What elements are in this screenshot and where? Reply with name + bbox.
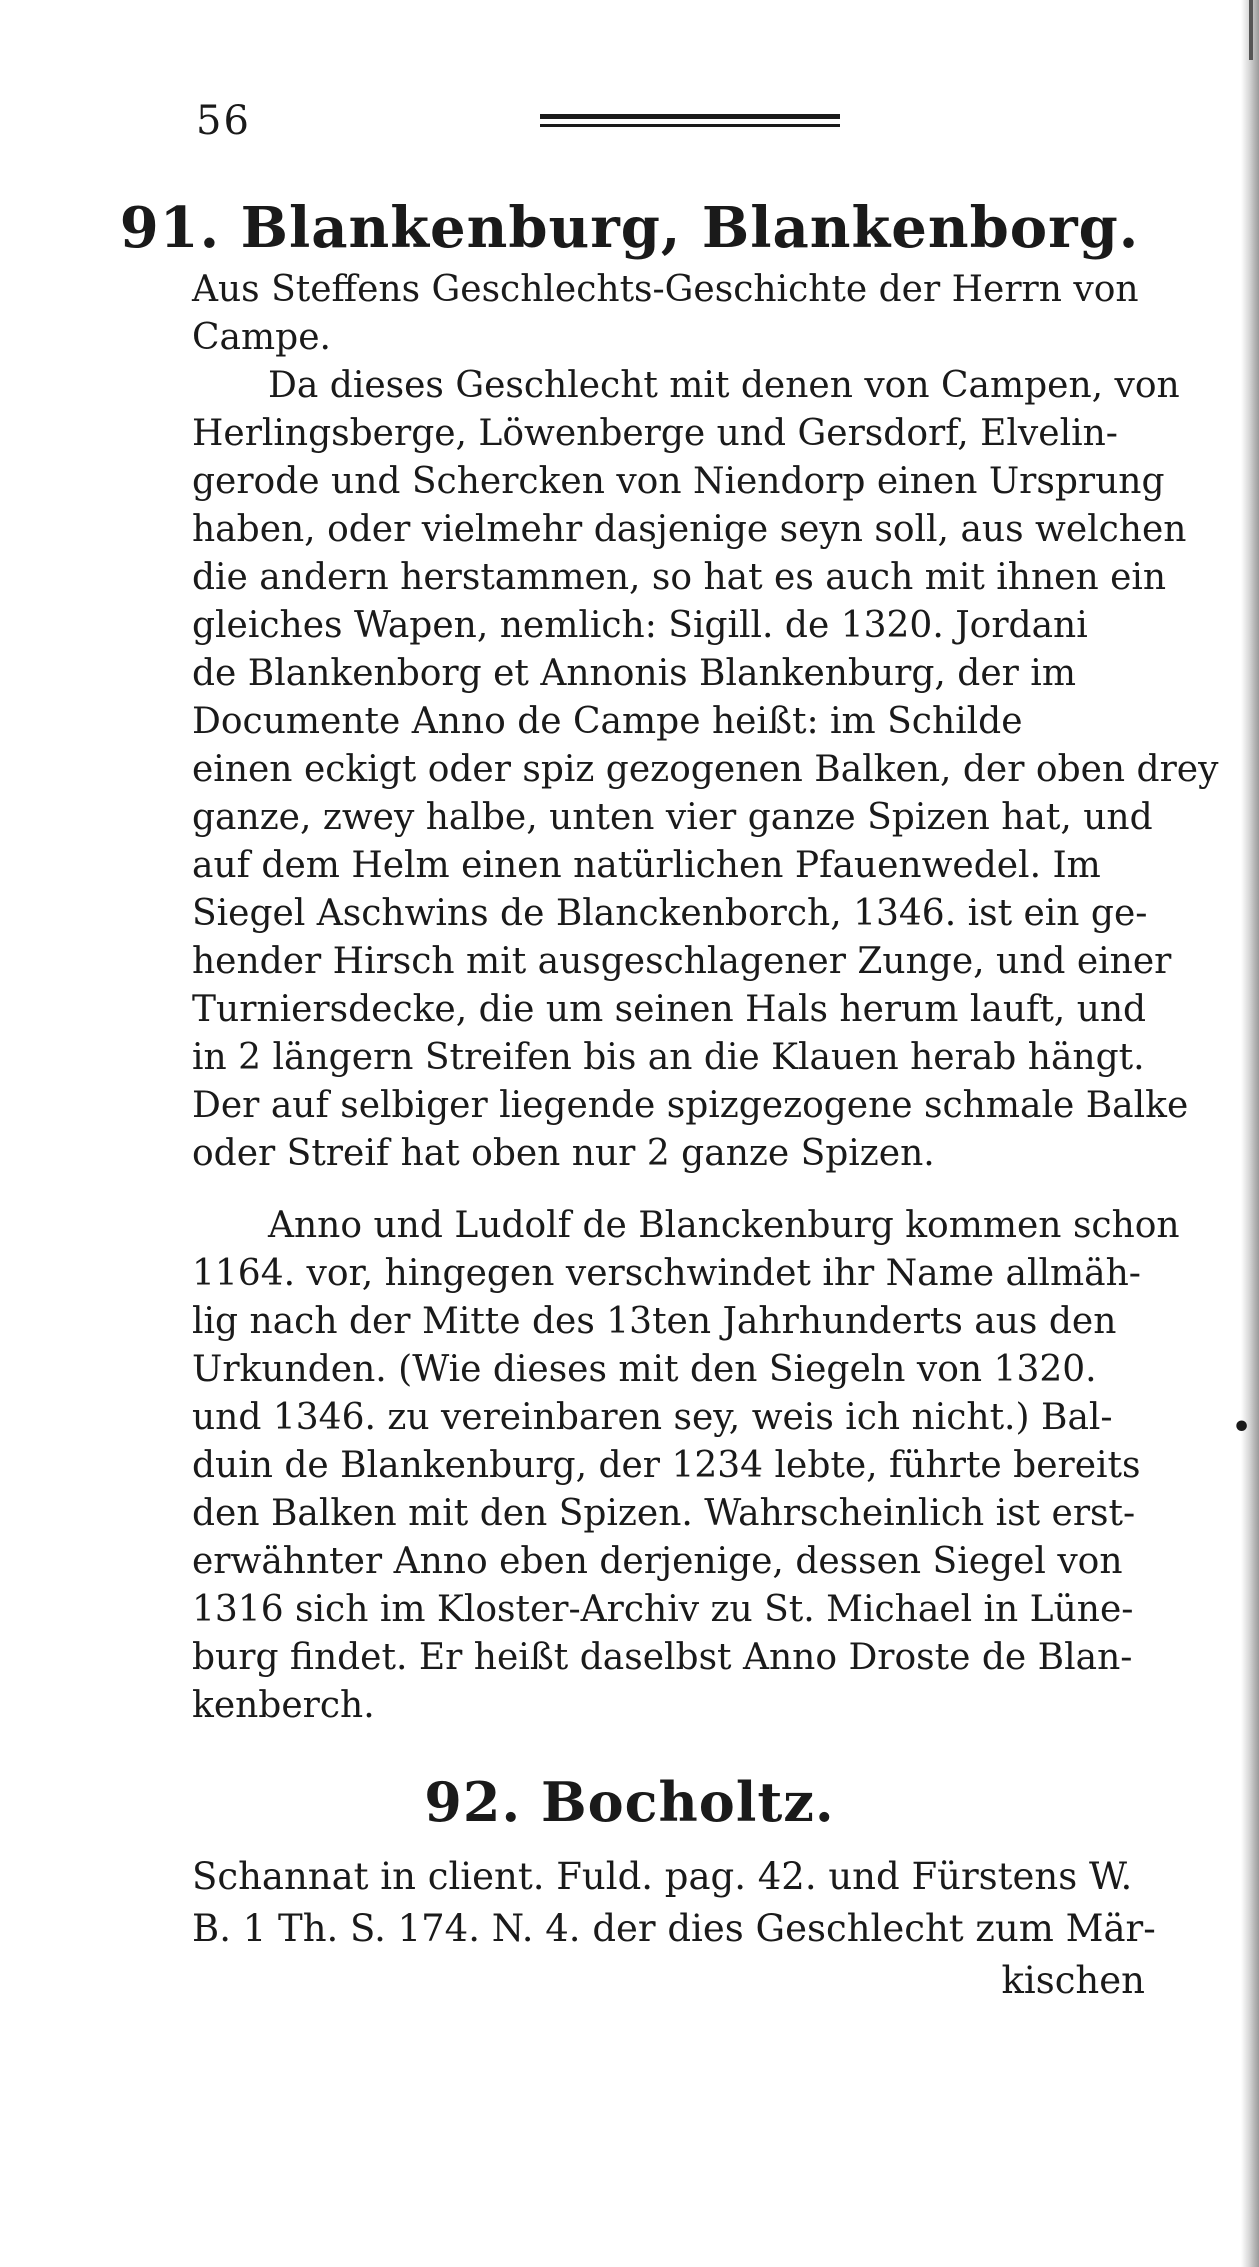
text-line: de Blankenborg et Annonis Blankenburg, der im [192,653,1076,694]
text-line: burg findet. Er heißt daselbst Anno Droste de Blan- [192,1637,1133,1678]
text-line: einen eckigt oder spiz gezogenen Balken, der oben drey [192,749,1219,790]
page-number: 56 [196,98,251,144]
text-line: duin de Blankenburg, der 1234 lebte, führte bereits [192,1445,1141,1486]
ornament-rule-top [540,114,840,119]
text-line: Campe. [192,317,331,358]
page-edge-mark [1249,0,1253,60]
text-line: Turniersdecke, die um seinen Hals herum lauft, und [192,989,1147,1030]
text-line: Der auf selbiger liegende spizgezogene schmale Balke [192,1085,1189,1126]
section-92-heading: 92. Bocholtz. [424,1770,835,1834]
paragraph-1-start: Da dieses Geschlecht mit denen von Campen, von [268,365,1180,406]
section-91-heading: 91. Blankenburg, Blankenborg. [119,195,1140,261]
text-line: Schannat in client. Fuld. pag. 42. und Fürstens W. [192,1855,1133,1898]
text-line: ganze, zwey halbe, unten vier ganze Spizen hat, und [192,797,1153,838]
text-line: erwähnter Anno eben derjenige, dessen Siegel von [192,1541,1123,1582]
text-line: B. 1 Th. S. 174. N. 4. der dies Geschlecht zum Mär- [192,1907,1156,1950]
text-line: 1316 sich im Kloster-Archiv zu St. Michael in Lüne- [192,1589,1134,1630]
text-line: in 2 längern Streifen bis an die Klauen herab hängt. [192,1037,1145,1078]
text-line: 1164. vor, hingegen verschwindet ihr Name allmäh- [192,1253,1141,1294]
text-line: hender Hirsch mit ausgeschlagener Zunge, und einer [192,941,1172,982]
text-line: auf dem Helm einen natürlichen Pfauenwedel. Im [192,845,1101,886]
ornament-rule-bottom [540,124,840,127]
text-line: und 1346. zu vereinbaren sey, weis ich nicht.) Bal- [192,1397,1113,1438]
text-line: die andern herstammen, so hat es auch mit ihnen ein [192,557,1167,598]
margin-dot: • [1232,1410,1252,1445]
text-line: Herlingsberge, Löwenberge und Gersdorf, Elvelin- [192,413,1118,454]
text-line: gerode und Schercken von Niendorp einen Ursprung [192,461,1165,502]
paragraph-2-start: Anno und Ludolf de Blanckenburg kommen schon [268,1205,1180,1246]
text-line: haben, oder vielmehr dasjenige seyn soll, aus welchen [192,509,1187,550]
catchword: kischen [1001,1959,1145,2002]
text-line: Aus Steffens Geschlechts-Geschichte der Herrn von [192,269,1139,310]
text-line: lig nach der Mitte des 13ten Jahrhunderts aus den [192,1301,1117,1342]
text-line: den Balken mit den Spizen. Wahrscheinlich ist erst- [192,1493,1136,1534]
text-line: Urkunden. (Wie dieses mit den Siegeln von 1320. [192,1349,1097,1390]
text-line: kenberch. [192,1685,375,1726]
page-edge-shadow [1241,0,1259,2267]
text-line: oder Streif hat oben nur 2 ganze Spizen. [192,1133,935,1174]
header-ornament [540,114,840,132]
text-line: gleiches Wapen, nemlich: Sigill. de 1320. Jordani [192,605,1088,646]
text-line: Documente Anno de Campe heißt: im Schilde [192,701,1023,742]
text-line: Siegel Aschwins de Blanckenborch, 1346. ist ein ge- [192,893,1148,934]
